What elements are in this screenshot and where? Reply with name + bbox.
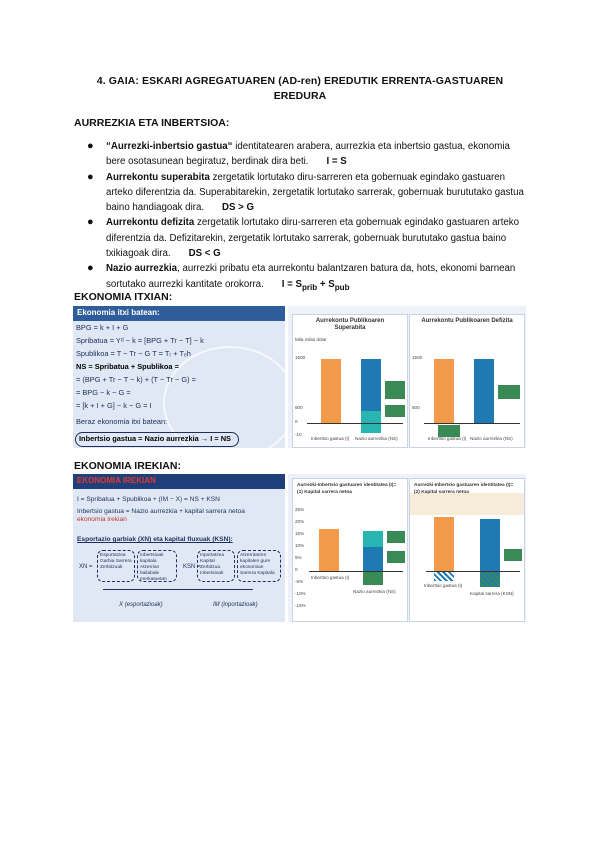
zero-line [309,571,403,572]
closed-economy-chart [288,306,526,448]
bar-capital-inflow [363,571,383,585]
bullet-item [84,170,524,216]
legend-tag [385,405,405,417]
bar-investment [321,359,341,423]
bar-label: Inbertsio gastua (I) [428,436,467,441]
equation-line: BPG = k + I + G [76,323,129,332]
chart-deficit [409,314,525,448]
bar-investment [319,529,339,571]
tick-label: 1500 [412,355,423,360]
flow-box: Inbertsioak kapitala Atzerrian baliabide merkatuetan [137,550,177,582]
xn-label: XN = [79,564,93,570]
bar-capital-inflow [480,571,500,587]
bullet-list [84,139,524,295]
open-economy-slide [73,474,285,622]
ksn-label: KSN = [183,564,201,570]
chart-open-1 [292,478,408,622]
shaded-band [410,493,524,515]
tick-label: 500 [295,405,303,410]
tick-label: 0 [295,419,298,424]
bullet-item [84,139,524,170]
bullet-dot-icon: ● [87,262,94,275]
chart-surplus [292,314,408,448]
section-heading-savings: AURREZKIA ETA INBERTSIOA: [74,117,230,129]
bullet-item [84,215,524,261]
bullet-dot-icon: ● [87,140,94,152]
bar-label: Inbertsio gastua (I) [424,583,463,588]
chart-title: Aurrekontu Publikoaren Superabita [315,318,385,331]
equation-line: = [k + I + G] − k − G = I [76,401,152,410]
bullet-term: “Aurrezki-inbertsio gastua“ [106,141,233,152]
bullet-equation: DS < G [188,248,221,260]
bullet-dot-icon: ● [87,170,94,183]
flows-title: Esportazio garbiak (XN) eta kapital fluxuak (KSN): [77,536,233,543]
document-title [80,74,520,104]
bar-label: Nazio aurrezkia (NS) [353,589,396,594]
legend-tag [387,531,405,543]
bar-national-saving [363,547,383,571]
connector-line [103,589,253,590]
bullet-term: Aurrekontu defizita [106,217,195,229]
bar-label: Kapital sarrera (KSN) [470,591,514,596]
bar-label: Nazio aurrezkia (NS) [355,436,398,441]
equation-line: ekonomia irekian [77,516,127,523]
legend-tag [498,385,520,399]
bullet-dot-icon: ● [87,216,94,229]
legend-tag [387,551,405,563]
tick-label: -10 [295,432,302,437]
axis-unit: Mila milioi dolar [295,337,327,342]
chart-title: Aurrekontu Publikoaren Defizita [421,318,513,324]
bullet-equation: DS > G [222,202,255,214]
bullet-text: identitatearen arabera, aurrezkia eta inbertsio gastua, ekonomia bere osotasunean begiratuz, berdinak dira beti. [106,141,510,168]
equation-line: = (BPG + Tr − T − k) + (T − Tr − G) = [76,375,196,384]
tick-label: 1500 [295,355,306,360]
bar-label: Inbertsio gastua (I) [311,575,350,580]
flow-box: Esportatzea Garbia Sarrera Zerbitzuak [97,550,135,582]
equation-line: I = Spribatua + Spublikoa + (IM − X) = NS + KSN [77,496,220,503]
slide-header: EKONOMIA IREKIAN [73,474,285,489]
flow-box: Inportatzea Kapital Zerbitzua Inbertsioak [197,550,235,582]
equation-line: Beraz ekonomia itxi batean: [76,417,168,426]
title-line-2: EREDURA [273,90,327,102]
tick-label: 15% [295,531,305,536]
equation-line: = BPG − k − G = [76,388,131,397]
tick-label: 20% [295,519,305,524]
conclusion-equation: Inbertsio gastua = Nazio aurrezkia → I = NS [79,434,231,443]
bar-national-saving [474,359,494,423]
tick-label: -10% [295,591,306,596]
bullet-text: , aurrezki pribatu eta aurrekontu balantzaren batura da, hots, ekonomi barnean sortutako aurrezki kantitate orokorra. [106,263,516,290]
bar-national-saving [480,519,500,571]
bar-investment [434,359,454,423]
slide-header: Ekonomia itxi batean: [73,306,285,321]
bar-label: Inbertsio gastua (I) [311,436,350,441]
bar-private-saving [363,531,383,547]
bottom-label-imports: IM (inportazioak) [213,602,258,608]
chart-title: Aurrezki-Inbertsio gastuaren identitatea (I)= (1) Kapital sarrera netoa [297,483,397,495]
bullet-equation: $I = S_{prib} + S_{pub}$ [281,278,350,292]
tick-label: -15% [295,603,306,608]
legend-tag [504,549,522,561]
tick-label: 500 [412,405,420,410]
open-economy-chart [288,474,526,622]
bullet-equation: I = S [326,156,347,168]
zero-line [426,571,520,572]
legend-tag [385,381,405,399]
bullet-item [84,261,524,295]
bar-investment [434,517,454,571]
equation-line: Inbertsio gastua = Nazio aurrezkia + kapital sarrera netoa [77,508,245,515]
zero-line [307,423,403,424]
bullet-text: zergetatik lortutako diru-sarreren eta gobernuak egindako gastuaren arteko diferentzia da. Superabitarekin, zergetatik lortutako sarrerak, gobernuak burututako gastua baino handiagoak dira. [106,171,524,214]
section-heading-closed-economy: EKONOMIA ITXIAN: [74,291,173,303]
section-heading-open-economy: EKONOMIA IREKIAN: [74,460,181,472]
equation-line: Spribatua = Yᵈ − k = [BPG + Tr − T] − k [76,336,204,345]
bottom-label-exports: X (esportazioak) [119,602,163,608]
bullet-term: Nazio aurrezkia [106,263,178,275]
tick-label: 5% [295,555,302,560]
bar-hatched [434,571,454,581]
tick-label: 10% [295,543,305,548]
tick-label: -5% [295,579,304,584]
bullet-text: zergetatik lortutako diru-sarreren eta gobernuak egindako gastuaren arteko diferentzia da. Defizitarekin, zergetatik lortutako sarrerak, gobernuak burututako gastua baino txikiagoak dira. [106,217,520,260]
zero-line [424,423,520,424]
chart-open-2 [409,478,525,622]
bar-label: Nazio aurrezkia (NS) [470,436,513,441]
equation-line: NS = Spribatua + Spublikoa = [76,362,179,371]
tick-label: 0 [295,567,298,572]
equation-line: Spublikoa = T − Tr − G T = Tᵣ + Tₑh [76,349,191,358]
flow-box: Atzerritarren kapitalen gure ekonomian Sarrera Kapitala [237,550,281,582]
tick-label: 25% [295,507,305,512]
bar-public-saving [361,411,381,433]
bullet-term: Aurrekontu superabita [106,171,210,183]
title-line-1: 4. GAIA: ESKARI AGREGATUAREN (AD-ren) EREDUTIK ERRENTA-GASTUAREN [96,75,504,87]
chart-title: Aurrezki-Inbertsio gastuaren identitatea (I)= (2) Kapital sarrera netoa [414,483,514,495]
closed-economy-slide [73,306,285,448]
